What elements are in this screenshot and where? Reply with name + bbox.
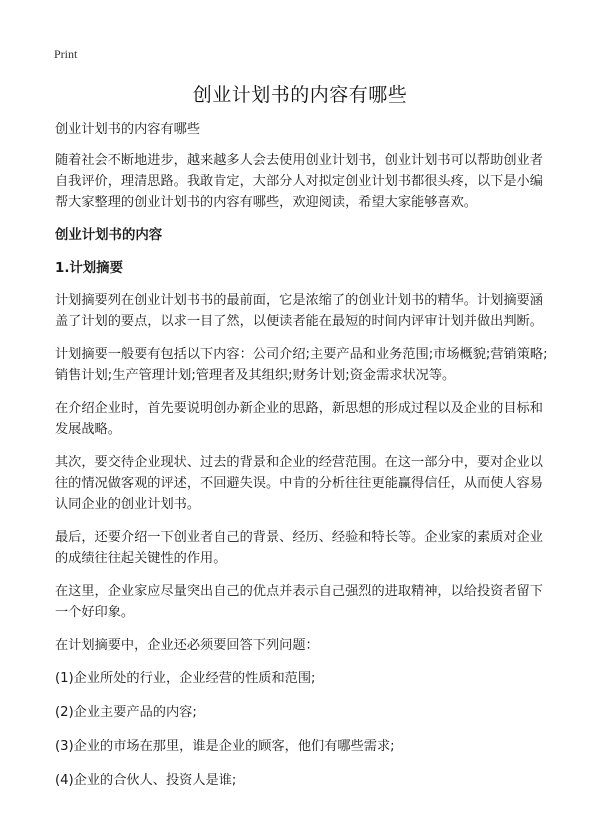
- document-subtitle: 创业计划书的内容有哪些: [55, 122, 201, 137]
- body-paragraph: 在介绍企业时，首先要说明创办新企业的思路，新思想的形成过程以及企业的目标和发展战略。: [55, 401, 543, 437]
- page-title: 创业计划书的内容有哪些: [192, 84, 408, 106]
- body-paragraph: 在计划摘要中，企业还必须要回答下列问题：: [55, 638, 319, 653]
- body-paragraph: 最后，还要介绍一下创业者自己的背景、经历、经验和特长等。企业家的素质对企业的成绩往往起关键性的作用。: [55, 530, 543, 566]
- subsection-heading: 1.计划摘要: [55, 261, 123, 276]
- section-heading: 创业计划书的内容: [55, 228, 163, 243]
- print-link[interactable]: Print: [54, 47, 78, 61]
- question-item: (4)企业的合伙人、投资人是谁;: [55, 773, 237, 788]
- question-item: (1)企业所处的行业，企业经营的性质和范围;: [55, 671, 316, 686]
- document-body: [55, 119, 553, 804]
- body-paragraph: 计划摘要列在创业计划书书的最前面，它是浓缩了的创业计划书的精华。计划摘要涵盖了计划的要点，以求一目了然，以便读者能在最短的时间内评审计划并做出判断。: [55, 293, 543, 329]
- intro-paragraph: 随着社会不断地进步，越来越多人会去使用创业计划书，创业计划书可以帮助创业者自我评价，理清思路。我敢肯定，大部分人对拟定创业计划书都很头疼，以下是小编帮大家整理的创业计划书的内容有哪些，欢迎阅读，希望大家能够喜欢。: [55, 153, 543, 210]
- body-paragraph: 其次，要交待企业现状、过去的背景和企业的经营范围。在这一部分中，要对企业以往的情况做客观的评述，不回避失误。中肯的分析往往更能赢得信任，从而使人容易认同企业的创业计划书。: [55, 455, 543, 512]
- body-paragraph: 在这里，企业家应尽量突出自己的优点并表示自己强烈的进取精神，以给投资者留下一个好印象。: [55, 584, 543, 620]
- question-item: (3)企业的市场在那里，谁是企业的顾客，他们有哪些需求;: [55, 739, 395, 754]
- body-paragraph: 计划摘要一般要有包括以下内容：公司介绍;主要产品和业务范围;市场概貌;营销策略;销售计划;生产管理计划;管理者及其组织;财务计划;资金需求状况等。: [55, 347, 548, 383]
- question-item: (2)企业主要产品的内容;: [55, 705, 197, 720]
